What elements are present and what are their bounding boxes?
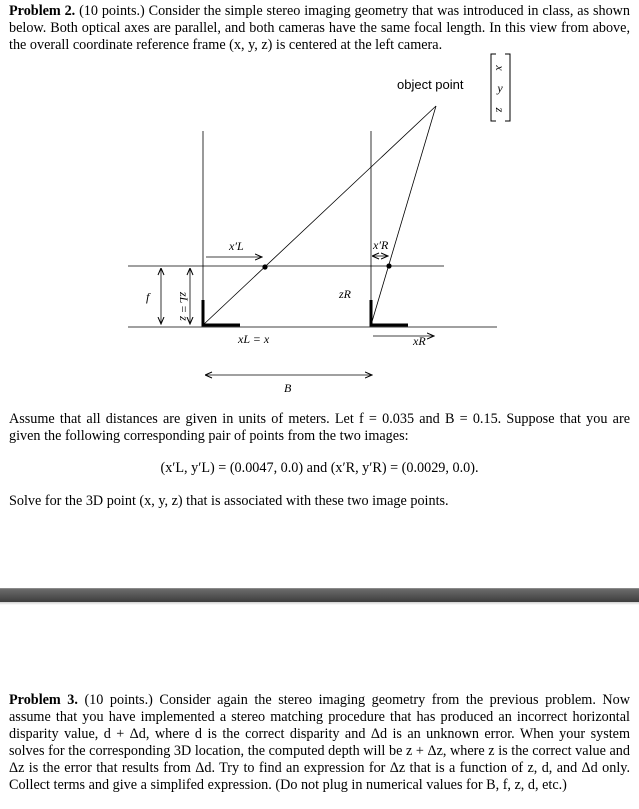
right-image-point (386, 263, 391, 268)
page-divider (0, 588, 639, 603)
problem-3-text: (10 points.) Consider again the stereo imaging geometry from the previous problem. Now assume that you have implemented a stereo matching procedure that has produced an incorrect horizontal disparity value, d + Δd, where d is the correct disparity and Δd is an unknown error. When your system solves for the corresponding 3D location, the computed depth will be z + Δz, where z is the correct value and Δz is the error that results from Δd. Try to find an expression for Δz that is a function of z, d, and Δd only. Collect terms and give a simplifed expression. (Do not plug in numerical values for B, f, z, d, etc.) (9, 692, 630, 793)
zR-label: zR (339, 287, 351, 301)
page-divider-shadow (0, 602, 639, 605)
problem-2-question: Solve for the 3D point (x, y, z) that is associated with these two image points. (9, 493, 449, 509)
f-label: f (146, 290, 150, 304)
problem-3 (9, 692, 630, 794)
left-camera-frame (203, 300, 240, 325)
problem-2-heading: Problem 2. (9, 3, 76, 19)
B-label: B (284, 381, 292, 395)
problem-2-point-pair: (x′L, y′L) = (0.0047, 0.0) and (x′R, y′R) = (0.0029, 0.0). (160, 460, 479, 476)
vector-x-label: x (493, 65, 507, 71)
right-camera-frame (371, 300, 408, 325)
xR-prime-label: x′R (373, 238, 389, 252)
zL-label: zL (177, 292, 191, 304)
right-ray (371, 106, 436, 325)
xL-prime-label: x′L (229, 239, 244, 253)
left-image-point (262, 264, 267, 269)
vector-y-label: y (497, 81, 503, 95)
left-ray (203, 106, 436, 325)
vector-z-label: z (493, 107, 507, 113)
object-point-label: object point (397, 77, 464, 92)
eq-z-label: = z (177, 305, 191, 321)
problem-3-heading: Problem 3. (9, 692, 78, 708)
problem-2-intro-text: (10 points.) Consider the simple stereo imaging geometry that was introduced in class, as shown below. Both optical axes are parallel, and both cameras have the same focal length. In this view from above, the overall coordinate reference frame (x, y, z) is centered at the left camera. (9, 3, 631, 53)
problem-2-assumptions: Assume that all distances are given in units of meters. Let f = 0.035 and B = 0.15. Suppose that you are given the following corresponding pair of points from the two images: (9, 411, 630, 444)
xR-label: xR (413, 334, 426, 348)
xL-eq-x-label: xL = x (238, 332, 270, 346)
